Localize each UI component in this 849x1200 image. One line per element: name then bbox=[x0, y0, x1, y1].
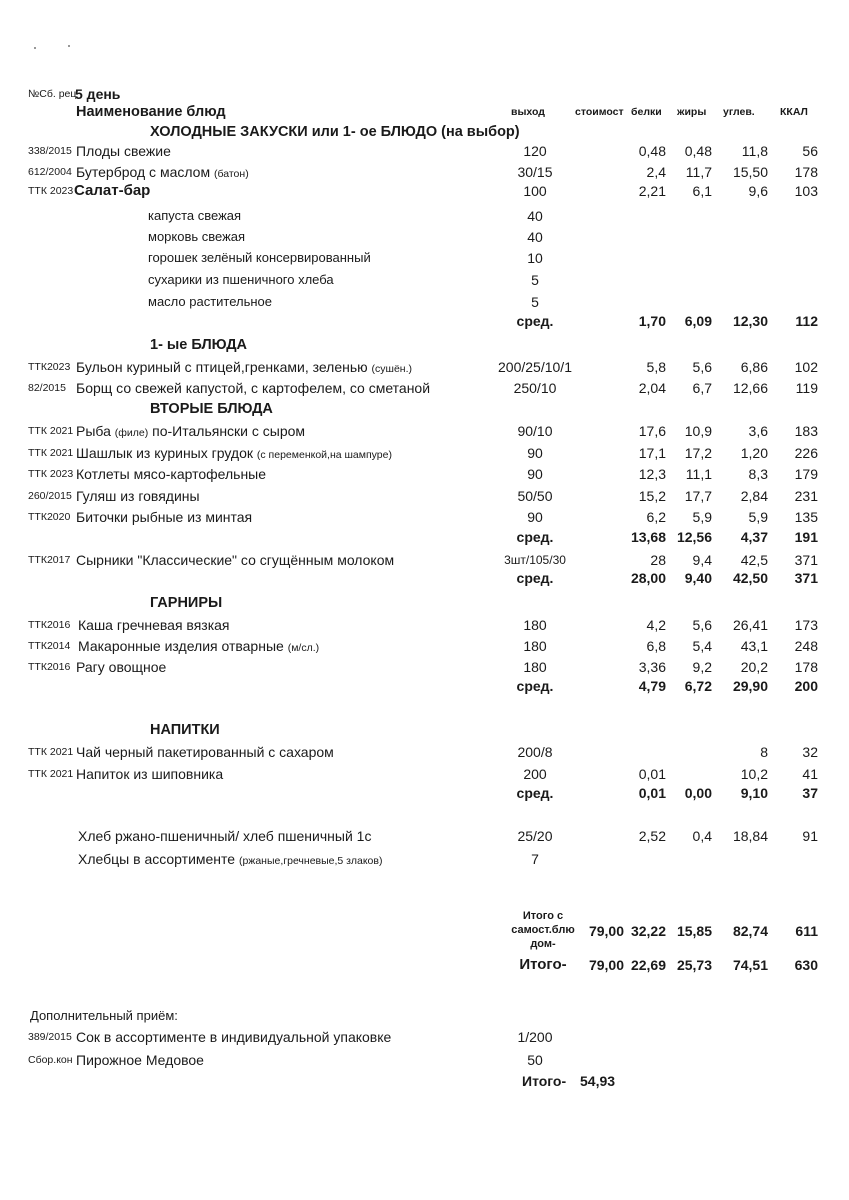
average-row bbox=[0, 568, 849, 588]
carbs-value: 12,66 bbox=[732, 380, 768, 396]
section-drinks bbox=[0, 720, 849, 740]
table-row bbox=[0, 764, 849, 784]
fat-value: 17,7 bbox=[684, 488, 712, 504]
protein-value: 22,69 bbox=[630, 957, 666, 973]
extra-section-title bbox=[0, 1006, 849, 1026]
protein-value: 2,52 bbox=[638, 828, 666, 844]
recipe-code: 82/2015 bbox=[28, 382, 66, 394]
kcal-value: 371 bbox=[794, 570, 818, 586]
salad-component-row bbox=[0, 227, 849, 247]
recipe-code: ТТК 2023 bbox=[28, 468, 74, 480]
fat-value: 5,4 bbox=[692, 638, 712, 654]
fat-value: 9,2 bbox=[692, 659, 712, 675]
output-value: 3шт/105/30 bbox=[504, 553, 566, 567]
dish-name-header: Наименование блюд bbox=[76, 104, 226, 120]
protein-value: 2,4 bbox=[646, 164, 666, 180]
carbs-value: 11,8 bbox=[741, 143, 768, 159]
output-value: 180 bbox=[523, 659, 547, 675]
fat-value: 0,48 bbox=[684, 143, 712, 159]
dish-name: Сырники "Классические" со сгущённым молоком bbox=[76, 552, 395, 568]
protein-value: 5,8 bbox=[646, 359, 666, 375]
carbs-value: 4,37 bbox=[740, 529, 768, 545]
day-header bbox=[0, 84, 849, 104]
kcal-value: 179 bbox=[794, 466, 818, 482]
carbs-value: 9,6 bbox=[748, 183, 768, 199]
recipe-code: 389/2015 bbox=[28, 1031, 72, 1043]
output-value: 180 bbox=[523, 617, 547, 633]
dish-name: Плоды свежие bbox=[76, 143, 171, 159]
kcal-value: 32 bbox=[802, 744, 818, 760]
recipe-code: ТТК2016 bbox=[28, 661, 71, 673]
protein-value: 13,68 bbox=[630, 529, 666, 545]
section-title: Дополнительный приём: bbox=[30, 1008, 178, 1023]
fat-value: 5,6 bbox=[692, 617, 712, 633]
dish-name: Борщ со свежей капустой, с картофелем, со сметаной bbox=[76, 380, 431, 396]
fat-value: 0,4 bbox=[692, 828, 712, 844]
salad-component-row bbox=[0, 292, 849, 312]
carbs-value: 20,2 bbox=[740, 659, 768, 675]
salad-component-row bbox=[0, 248, 849, 268]
total-row bbox=[0, 955, 849, 975]
kcal-value: 200 bbox=[794, 678, 818, 694]
output-value: 5 bbox=[531, 294, 539, 310]
table-row bbox=[0, 657, 849, 677]
carbs-value: 6,86 bbox=[740, 359, 768, 375]
recipe-code: ТТК2016 bbox=[28, 619, 71, 631]
recipe-code: ТТК2014 bbox=[28, 640, 71, 652]
table-row bbox=[0, 486, 849, 506]
carbs-header: углев. bbox=[723, 106, 755, 118]
fat-value: 6,72 bbox=[684, 678, 712, 694]
dish-name: Рагу овощное bbox=[76, 659, 167, 675]
total-label: Итого- bbox=[522, 1073, 567, 1089]
fat-value: 9,40 bbox=[684, 570, 712, 586]
output-value: 200/25/10/1 bbox=[498, 359, 572, 375]
kcal-value: 178 bbox=[794, 164, 818, 180]
dish-note: (м/сл.) bbox=[287, 642, 320, 654]
column-headers bbox=[0, 102, 849, 122]
cost-header: стоимост bbox=[575, 106, 624, 118]
carbs-value: 42,5 bbox=[740, 552, 768, 568]
fat-value: 17,2 bbox=[684, 445, 712, 461]
output-value: 90 bbox=[527, 466, 543, 482]
fat-value: 15,85 bbox=[676, 923, 712, 939]
protein-value: 12,3 bbox=[638, 466, 666, 482]
output-value: 250/10 bbox=[513, 380, 557, 396]
kcal-value: 103 bbox=[794, 183, 818, 199]
average-label: сред. bbox=[516, 529, 554, 545]
average-label: сред. bbox=[516, 313, 554, 329]
kcal-value: 630 bbox=[794, 957, 818, 973]
section-title: ВТОРЫЕ БЛЮДА bbox=[150, 401, 273, 417]
average-label: сред. bbox=[516, 785, 554, 801]
recipe-number-label: №Сб. рец bbox=[28, 88, 77, 100]
table-row bbox=[0, 421, 849, 441]
recipe-code: ТТК 2021 bbox=[28, 425, 74, 437]
recipe-code: ТТК2020 bbox=[28, 511, 71, 523]
kcal-value: 135 bbox=[794, 509, 818, 525]
protein-value: 0,48 bbox=[638, 143, 666, 159]
kcal-value: 102 bbox=[794, 359, 818, 375]
kcal-value: 611 bbox=[795, 923, 818, 939]
table-row bbox=[0, 742, 849, 762]
label-line: самост.блю bbox=[511, 924, 575, 936]
fat-value: 5,6 bbox=[692, 359, 712, 375]
section-cold bbox=[0, 122, 849, 142]
cost-value: 79,00 bbox=[588, 923, 624, 939]
output-value: 100 bbox=[523, 183, 547, 199]
fat-value: 9,4 bbox=[692, 552, 712, 568]
output-value: 200/8 bbox=[517, 744, 553, 760]
scan-speck bbox=[34, 47, 36, 49]
component-name: сухарики из пшеничного хлеба bbox=[148, 272, 334, 287]
output-value: 200 bbox=[523, 766, 547, 782]
component-name: горошек зелёный консервированный bbox=[148, 250, 371, 265]
dish-note: (сушён.) bbox=[371, 363, 413, 375]
recipe-code: ТТК 2021 bbox=[28, 768, 74, 780]
fat-value: 11,7 bbox=[685, 164, 712, 180]
fat-value: 6,1 bbox=[692, 183, 712, 199]
dish-note: (с переменкой,на шампуре) bbox=[256, 449, 392, 461]
kcal-header: ККАЛ bbox=[780, 106, 808, 118]
fat-header: жиры bbox=[677, 106, 707, 118]
average-row bbox=[0, 527, 849, 547]
section-garnish bbox=[0, 593, 849, 613]
protein-value: 6,2 bbox=[646, 509, 666, 525]
table-row bbox=[0, 357, 849, 377]
carbs-value: 8,3 bbox=[748, 466, 768, 482]
carbs-value: 9,10 bbox=[740, 785, 768, 801]
protein-value: 2,04 bbox=[638, 380, 666, 396]
carbs-value: 42,50 bbox=[732, 570, 768, 586]
recipe-code: ТТК 2021 bbox=[28, 746, 74, 758]
output-value: 40 bbox=[527, 229, 543, 245]
kcal-value: 183 bbox=[794, 423, 818, 439]
table-row bbox=[0, 443, 849, 463]
kcal-value: 178 bbox=[794, 659, 818, 675]
recipe-code: 338/2015 bbox=[28, 145, 72, 157]
salad-component-row bbox=[0, 206, 849, 226]
kcal-value: 173 bbox=[794, 617, 818, 633]
dish-name: Напиток из шиповника bbox=[76, 766, 224, 782]
protein-value: 0,01 bbox=[638, 766, 666, 782]
protein-value: 17,1 bbox=[638, 445, 666, 461]
kcal-value: 248 bbox=[794, 638, 818, 654]
average-label: сред. bbox=[516, 678, 554, 694]
kcal-value: 56 bbox=[802, 143, 818, 159]
average-row bbox=[0, 783, 849, 803]
output-value: 1/200 bbox=[517, 1029, 553, 1045]
label-line: Итого с bbox=[522, 910, 564, 922]
output-value: 90 bbox=[527, 509, 543, 525]
carbs-value: 18,84 bbox=[732, 828, 768, 844]
recipe-code: Сбор.кон bbox=[28, 1054, 73, 1066]
cost-value: 79,00 bbox=[588, 957, 624, 973]
output-value: 7 bbox=[531, 851, 539, 867]
dish-name: Сок в ассортименте в индивидуальной упаковке bbox=[76, 1029, 392, 1045]
kcal-value: 91 bbox=[802, 828, 818, 844]
dish-name: Биточки рыбные из минтая bbox=[76, 509, 253, 525]
kcal-value: 37 bbox=[802, 785, 818, 801]
recipe-code: 612/2004 bbox=[28, 166, 72, 178]
extra-total-row bbox=[0, 1071, 849, 1091]
table-row bbox=[0, 826, 849, 846]
output-value: 25/20 bbox=[517, 828, 553, 844]
dish-note: (филе) bbox=[114, 427, 149, 439]
protein-value: 28 bbox=[650, 552, 666, 568]
recipe-code: ТТК 2021 bbox=[28, 447, 74, 459]
dish-name: Хлеб ржано-пшеничный/ хлеб пшеничный 1с bbox=[78, 828, 372, 844]
output-value: 90/10 bbox=[517, 423, 553, 439]
section-title: ХОЛОДНЫЕ ЗАКУСКИ или 1- ое БЛЮДО (на выбор) bbox=[150, 124, 520, 140]
carbs-value: 8 bbox=[760, 744, 768, 760]
fat-value: 6,09 bbox=[684, 313, 712, 329]
output-value: 50 bbox=[527, 1052, 543, 1068]
protein-value: 6,8 bbox=[646, 638, 666, 654]
kcal-value: 41 bbox=[802, 766, 818, 782]
component-name: масло растительное bbox=[148, 294, 273, 309]
protein-value: 4,79 bbox=[638, 678, 666, 694]
output-value: 120 bbox=[523, 143, 547, 159]
table-row bbox=[0, 464, 849, 484]
dish-name: Рыба (филе) по-Итальянски с сыром bbox=[76, 423, 306, 439]
average-row bbox=[0, 311, 849, 331]
table-row bbox=[0, 636, 849, 656]
dish-name: Бутерброд с маслом (батон) bbox=[76, 164, 249, 180]
kcal-value: 226 bbox=[794, 445, 818, 461]
average-row bbox=[0, 676, 849, 696]
protein-value: 4,2 bbox=[646, 617, 666, 633]
salad-component-row bbox=[0, 270, 849, 290]
output-value: 90 bbox=[527, 445, 543, 461]
output-value: 180 bbox=[523, 638, 547, 654]
carbs-value: 5,9 bbox=[748, 509, 768, 525]
recipe-code: ТТК2017 bbox=[28, 554, 71, 566]
protein-value: 28,00 bbox=[630, 570, 666, 586]
day-title: 5 день bbox=[75, 86, 121, 102]
dish-name: Гуляш из говядины bbox=[76, 488, 200, 504]
dish-name: Салат-бар bbox=[74, 182, 151, 199]
carbs-value: 82,74 bbox=[732, 923, 768, 939]
fat-value: 11,1 bbox=[685, 466, 712, 482]
protein-header: белки bbox=[631, 106, 662, 118]
carbs-value: 1,20 bbox=[740, 445, 768, 461]
carbs-value: 15,50 bbox=[732, 164, 768, 180]
carbs-value: 2,84 bbox=[740, 488, 768, 504]
output-value: 30/15 bbox=[517, 164, 553, 180]
protein-value: 32,22 bbox=[630, 923, 666, 939]
section-title: НАПИТКИ bbox=[150, 722, 220, 738]
kcal-value: 119 bbox=[795, 380, 818, 396]
carbs-value: 29,90 bbox=[732, 678, 768, 694]
fat-value: 25,73 bbox=[676, 957, 712, 973]
dish-name: Котлеты мясо-картофельные bbox=[76, 466, 267, 482]
kcal-value: 191 bbox=[794, 529, 818, 545]
label-line: дом- bbox=[530, 938, 556, 950]
dish-name: Бульон куриный с птицей,гренками, зеленью (сушён.) bbox=[76, 359, 413, 375]
fat-value: 10,9 bbox=[684, 423, 712, 439]
table-row bbox=[0, 615, 849, 635]
carbs-value: 74,51 bbox=[732, 957, 768, 973]
component-name: капуста свежая bbox=[148, 208, 242, 223]
recipe-code: ТТК2023 bbox=[28, 361, 71, 373]
kcal-value: 371 bbox=[794, 552, 818, 568]
table-row bbox=[0, 141, 849, 161]
carbs-value: 3,6 bbox=[748, 423, 768, 439]
table-row bbox=[0, 162, 849, 182]
recipe-code: ТТК 2023 bbox=[28, 185, 74, 197]
section-second bbox=[0, 399, 849, 419]
dish-note: (ржаные,гречневые,5 злаков) bbox=[238, 855, 383, 867]
kcal-value: 231 bbox=[794, 488, 818, 504]
carbs-value: 10,2 bbox=[740, 766, 768, 782]
scan-speck bbox=[68, 45, 70, 47]
fat-value: 12,56 bbox=[676, 529, 712, 545]
carbs-value: 43,1 bbox=[740, 638, 768, 654]
total-label: Итого- bbox=[519, 956, 567, 973]
table-row bbox=[0, 550, 849, 570]
dish-name: Макаронные изделия отварные (м/сл.) bbox=[78, 638, 320, 654]
dish-name: Хлебцы в ассортименте (ржаные,гречневые,5 злаков) bbox=[78, 851, 383, 867]
output-value: 10 bbox=[527, 250, 543, 266]
table-row bbox=[0, 181, 849, 201]
dish-name: Каша гречневая вязкая bbox=[78, 617, 230, 633]
table-row bbox=[0, 1027, 849, 1047]
total-with-self-row bbox=[0, 921, 849, 941]
carbs-value: 12,30 bbox=[732, 313, 768, 329]
table-row bbox=[0, 849, 849, 869]
dish-name: Чай черный пакетированный с сахаром bbox=[76, 744, 334, 760]
protein-value: 15,2 bbox=[638, 488, 666, 504]
protein-value: 1,70 bbox=[638, 313, 666, 329]
output-value: 5 bbox=[531, 272, 539, 288]
output-header: выход bbox=[511, 106, 545, 118]
table-row bbox=[0, 507, 849, 527]
total-value: 54,93 bbox=[580, 1073, 616, 1089]
fat-value: 6,7 bbox=[692, 380, 712, 396]
dish-note: (батон) bbox=[213, 168, 249, 180]
output-value: 50/50 bbox=[517, 488, 553, 504]
protein-value: 2,21 bbox=[638, 183, 666, 199]
dish-name: Шашлык из куриных грудок (с переменкой,на шампуре) bbox=[76, 445, 392, 461]
component-name: морковь свежая bbox=[148, 229, 246, 244]
kcal-value: 112 bbox=[795, 313, 818, 329]
fat-value: 0,00 bbox=[684, 785, 712, 801]
fat-value: 5,9 bbox=[692, 509, 712, 525]
table-row bbox=[0, 378, 849, 398]
dish-name: Пирожное Медовое bbox=[76, 1052, 204, 1068]
average-label: сред. bbox=[516, 570, 554, 586]
carbs-value: 26,41 bbox=[732, 617, 768, 633]
section-title: 1- ые БЛЮДА bbox=[150, 337, 248, 353]
protein-value: 0,01 bbox=[638, 785, 666, 801]
section-first bbox=[0, 335, 849, 355]
protein-value: 17,6 bbox=[638, 423, 666, 439]
section-title: ГАРНИРЫ bbox=[150, 595, 223, 611]
output-value: 40 bbox=[527, 208, 543, 224]
protein-value: 3,36 bbox=[638, 659, 666, 675]
table-row bbox=[0, 1050, 849, 1070]
recipe-code: 260/2015 bbox=[28, 490, 72, 502]
